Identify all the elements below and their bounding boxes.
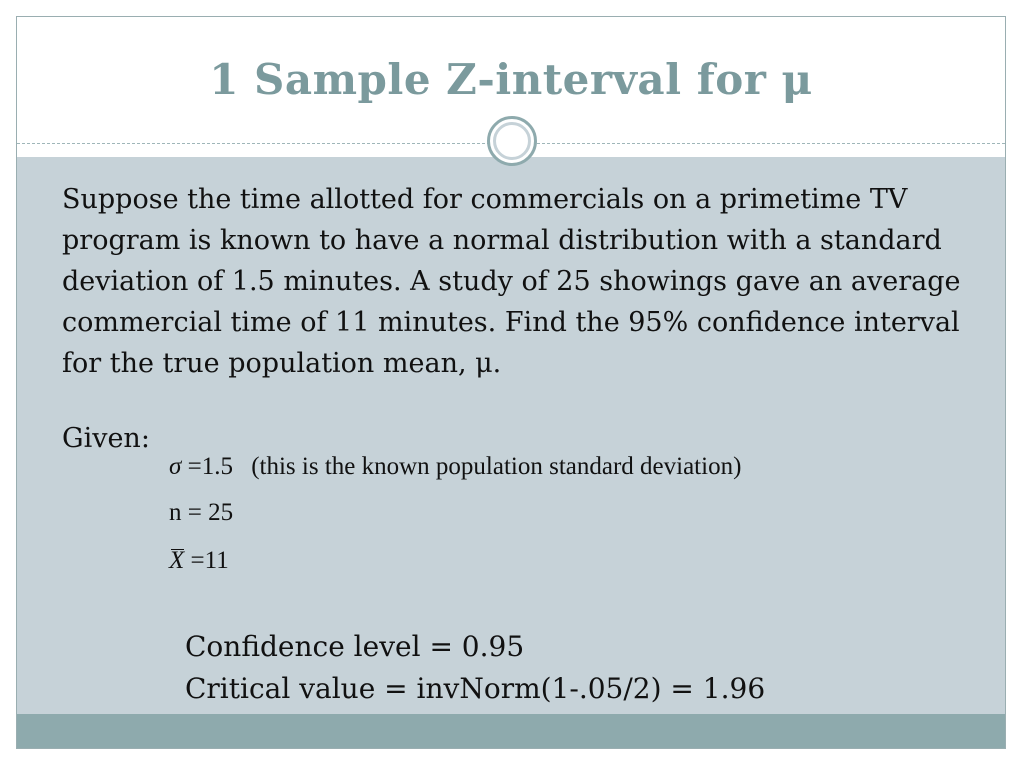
sigma-symbol: σ <box>169 453 182 480</box>
xbar-symbol: X <box>169 547 185 574</box>
equals-sign: = <box>187 499 202 526</box>
problem-text: Suppose the time allotted for commercials on a primetime TV program is known to have a normal distribution with a standard deviation of 1.5 minutes. A study of 25 showings gave an average commercial time of 11 minutes. Find the 95% confidence interval for the true population mean, μ. <box>62 184 961 379</box>
circle-ornament <box>487 116 537 166</box>
n-value: 25 <box>208 499 234 526</box>
given-label: Given: <box>62 423 150 454</box>
given-n-line <box>169 499 233 527</box>
equals-sign: = <box>187 453 202 480</box>
given-sigma-line <box>169 453 741 481</box>
slide-title: 1 Sample Z-interval for μ <box>209 55 813 104</box>
sigma-value: 1.5 <box>201 453 233 480</box>
equals-sign: = <box>190 547 205 574</box>
confidence-level-text: Confidence level = 0.95 <box>185 630 525 663</box>
circle-ornament-inner <box>493 122 531 160</box>
xbar-value: 11 <box>204 547 229 574</box>
sigma-note: (this is the known population standard deviation) <box>251 453 742 480</box>
n-symbol: n <box>169 499 182 526</box>
slide-frame <box>16 16 1006 749</box>
critical-value-text: Critical value = invNorm(1-.05/2) = 1.96 <box>185 672 766 705</box>
given-xbar-line <box>169 547 229 575</box>
footer-bar <box>17 714 1005 748</box>
